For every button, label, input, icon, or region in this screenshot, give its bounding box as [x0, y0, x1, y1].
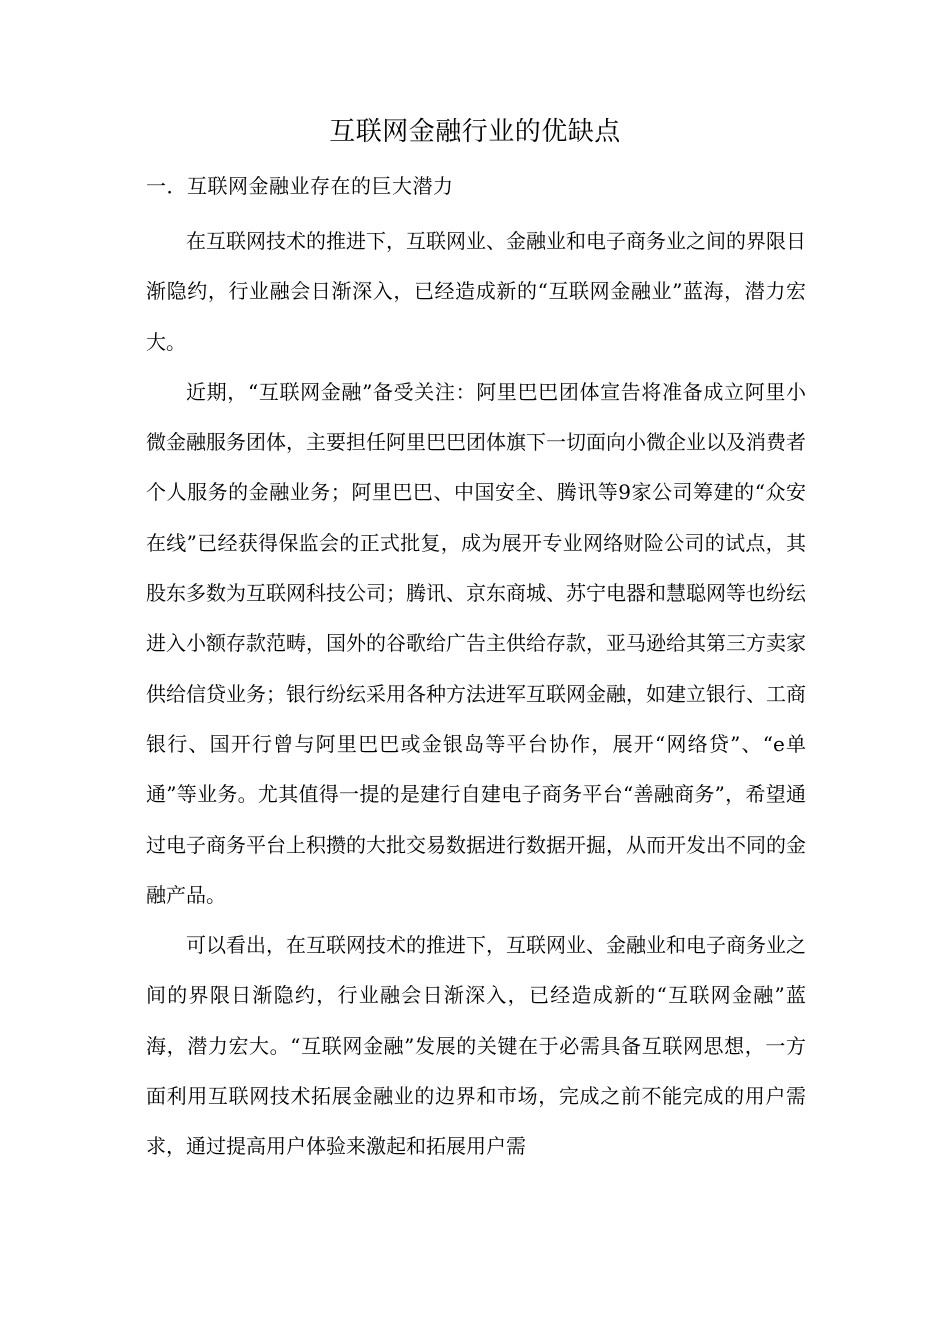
document-title: 互联网金融行业的优缺点: [329, 117, 621, 147]
section-heading: 一．互联网金融业存在的巨大潜力: [146, 174, 454, 198]
paragraph: 近期，“互联网金融”备受关注：阿里巴巴团体宣告将准备成立阿里小微金融服务团体，主要担任阿里巴巴团体旗下一切面向小微企业以及消费者个人服务的金融业务；阿里巴巴、中国安全、腾讯等9家公司筹建的“众安在线”已经获得保监会的正式批复，成为展开专业网络财险公司的试点，其股东多数为互联网科技公司；腾讯、京东商城、苏宁电器和慧聪网等也纷纭进入小额存款范畴，国外的谷歌给广告主供给存款，亚马逊给其第三方卖家供给信贷业务；银行纷纭采用各种方法进军互联网金融，如建立银行、工商银行、国开行曾与阿里巴巴或金银岛等平台协作，展开“网络贷”、“e单通”等业务。尤其值得一提的是建行自建电子商务平台“善融商务”，希望通过电子商务平台上积攒的大批交易数据进行数据开掘，从而开发出不同的金融产品。: [146, 379, 806, 907]
paragraph: 可以看出，在互联网技术的推进下，互联网业、金融业和电子商务业之间的界限日渐隐约，行业融会日渐深入，已经造成新的“互联网金融”蓝海，潜力宏大。“互联网金融”发展的关键在于必需具备互联网思想，一方面利用互联网技术拓展金融业的边界和市场，完成之前不能完成的用户需求，通过提高用户体验来激起和拓展用户需: [146, 933, 806, 1159]
document-body: [146, 216, 806, 1172]
paragraph: 在互联网技术的推进下，互联网业、金融业和电子商务业之间的界限日渐隐约，行业融会日渐深入，已经造成新的“互联网金融业”蓝海，潜力宏大。: [146, 229, 806, 354]
